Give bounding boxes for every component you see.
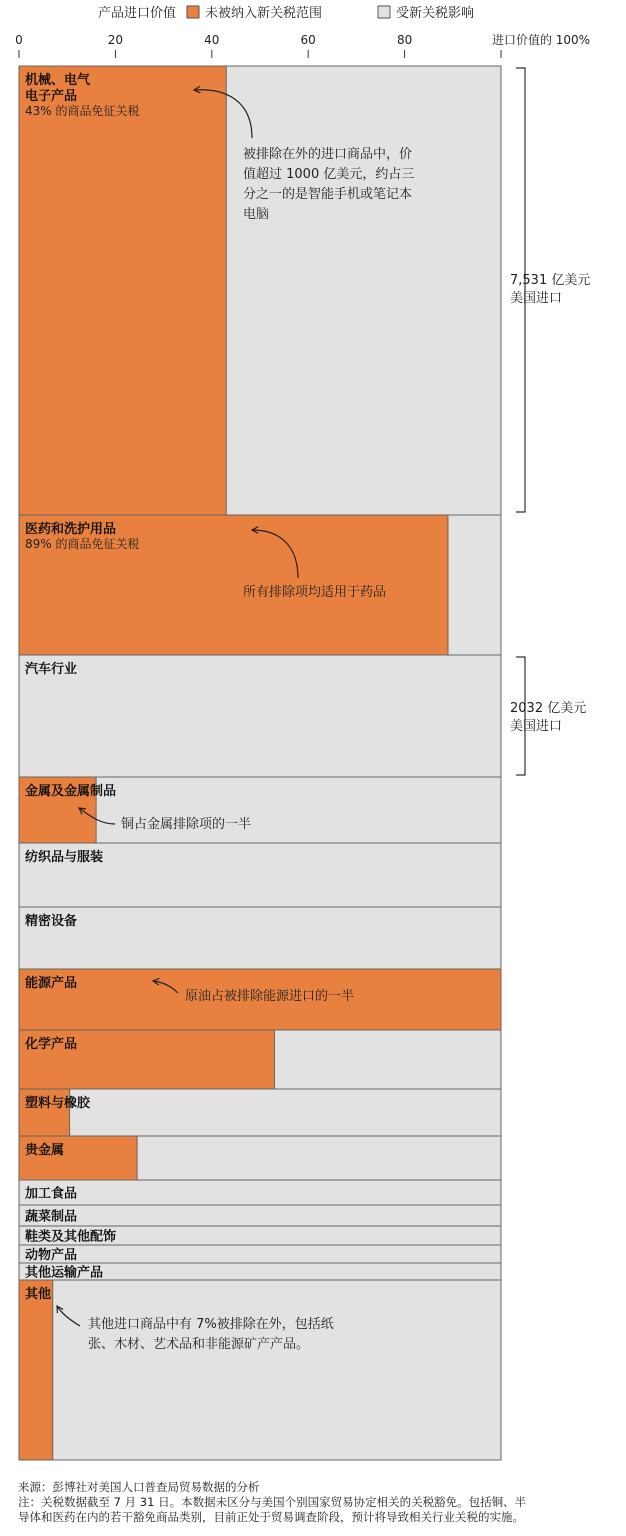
legend-excluded-swatch — [187, 6, 199, 18]
bar-affected-animal — [19, 1245, 501, 1263]
bracket-line-2 — [516, 657, 525, 775]
annotation-text-1: 被排除在外的进口商品中，价值超过 1000 亿美元，约占三分之一的是智能手机或笔记本电脑 — [243, 147, 415, 222]
category-label-textiles: 纺织品与服装 — [25, 850, 104, 865]
category-label-vegetables: 蔬菜制品 — [25, 1209, 78, 1225]
bar-affected-processed-food — [19, 1180, 501, 1205]
bracket-text-1: 7,531 亿美元美国进口 — [510, 273, 591, 306]
legend-affected-swatch — [378, 6, 390, 18]
category-label-other-transport: 其他运输产品 — [25, 1265, 104, 1281]
category-sub-pharma: 89% 的商品免征关税 — [25, 537, 140, 551]
category-label-precious-metals: 贵金属 — [25, 1143, 65, 1158]
bar-affected-precision — [19, 907, 501, 969]
bar-affected-auto — [19, 655, 501, 777]
brackets — [510, 68, 590, 775]
category-label-animal: 动物产品 — [25, 1248, 78, 1263]
category-label-footwear: 鞋类及其他配饰 — [25, 1229, 117, 1245]
category-label-precision: 精密设备 — [25, 914, 78, 929]
x-tick-label-0: 0 — [15, 33, 23, 47]
source-text: 来源：彭博社对美国人口普查局贸易数据的分析 — [18, 1480, 260, 1494]
category-label-energy: 能源产品 — [25, 976, 78, 991]
category-label-pharma: 医药和洗护用品 — [25, 522, 117, 537]
category-label-metals: 金属及金属制品 — [25, 784, 117, 799]
category-label-processed-food: 加工食品 — [25, 1186, 78, 1202]
category-sub-machinery: 43% 的商品免征关税 — [25, 104, 140, 118]
category-label-chemicals: 化学产品 — [25, 1037, 78, 1052]
annotation-text-2: 所有排除项均适用于药品 — [243, 585, 387, 600]
bar-affected-plastics — [19, 1089, 501, 1136]
x-tick-label-40: 40 — [204, 33, 220, 47]
footer — [18, 1480, 618, 1525]
bar-affected-other — [19, 1280, 501, 1460]
annotation-text-4: 原油占被排除能源进口的一半 — [185, 989, 355, 1004]
bars — [19, 66, 501, 1460]
bar-excluded-other — [19, 1280, 53, 1460]
annotation-text-3: 铜占金属排除项的一半 — [121, 817, 252, 832]
x-axis — [15, 32, 590, 58]
bar-affected-vegetables — [19, 1205, 501, 1226]
legend-title: 产品进口价值 — [97, 6, 176, 21]
note-line-2: 导体和医药在内的若干豁免商品类别，目前正处于贸易调查阶段，预计将导致相关行业关税的实施。 — [18, 1510, 524, 1524]
category-label-machinery: 机械、电气电子产品 — [25, 73, 91, 104]
legend-excluded-label: 未被纳入新关税范围 — [205, 6, 323, 21]
x-axis-end-label: 进口价值的 100% — [491, 33, 591, 47]
note-line-1: 注：关税数据截至 7 月 31 日。本数据未区分与美国个别国家贸易协定相关的关税豁免。包括铜、半 — [18, 1495, 527, 1509]
category-label-plastics: 塑料与橡胶 — [25, 1096, 91, 1111]
category-label-auto: 汽车行业 — [25, 662, 78, 677]
bar-excluded-machinery — [19, 66, 226, 515]
bracket-text-2: 2032 亿美元美国进口 — [510, 701, 587, 734]
x-tick-label-20: 20 — [107, 33, 124, 47]
legend — [98, 5, 474, 21]
annotation-text-5: 其他进口商品中有 7%被排除在外，包括纸张、木材、艺术品和非能源矿产产品。 — [88, 1317, 334, 1352]
x-tick-label-60: 60 — [300, 33, 316, 47]
legend-affected-label: 受新关税影响 — [396, 6, 475, 21]
bracket-line-1 — [516, 68, 525, 512]
category-label-other: 其他 — [25, 1287, 52, 1302]
x-tick-label-80: 80 — [396, 33, 413, 47]
